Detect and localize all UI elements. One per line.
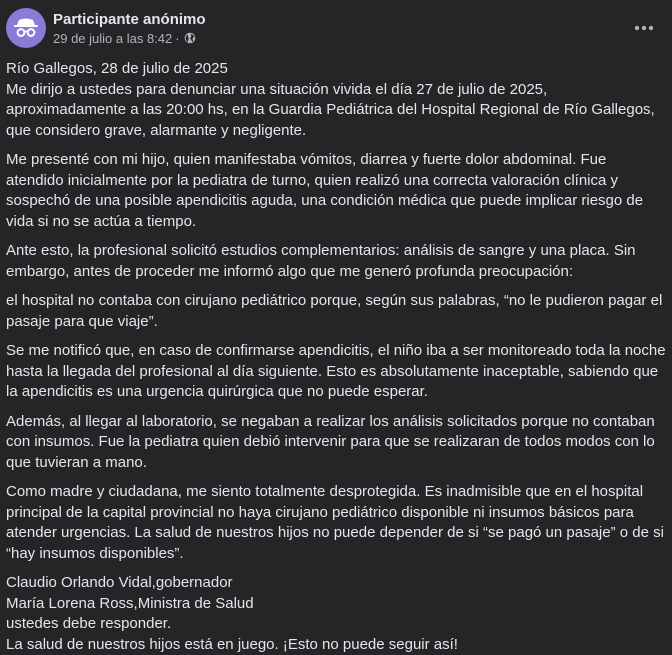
post-signature-line: ustedes debe responder. [6, 614, 666, 635]
post-signature-line: Claudio Orlando Vidal,gobernador [6, 573, 666, 594]
globe-icon[interactable] [184, 32, 196, 44]
post-paragraph-date: Río Gallegos, 28 de julio de 2025 [6, 59, 666, 80]
post-paragraph: Como madre y ciudadana, me siento totalmente desprotegida. Es inadmisible que en el hospital principal de la capital provincial no haya cirujano pediátrico disponible ni insumos básicos para atender urgencias. La salud de nuestros hijos no puede depender de si “se pagó un pasaje” o de si “hay insumos disponibles”. [6, 482, 666, 564]
author-name[interactable]: Participante anónimo [53, 10, 206, 29]
post-paragraph: el hospital no contaba con cirujano pediátrico porque, según sus palabras, “no le pudieron pagar el pasaje para que viaje”. [6, 291, 666, 332]
more-options-icon [634, 25, 654, 31]
post-timestamp[interactable]: 29 de julio a las 8:42 [53, 30, 172, 47]
incognito-icon [13, 17, 39, 39]
post-paragraph: Se me notificó que, en caso de confirmarse apendicitis, el niño iba a ser monitoreado toda la noche hasta la llegada del profesional al día siguiente. Esto es absolutamente inaceptable, sabiendo que la apendicitis es una urgencia quirúrgica que no puede esperar. [6, 341, 666, 403]
avatar[interactable] [6, 8, 46, 48]
post-paragraph: Ante esto, la profesional solicitó estudios complementarios: análisis de sangre y una placa. Sin embargo, antes de proceder me informó algo que me generó profunda preocupación: [6, 241, 666, 282]
post-paragraph: Además, al llegar al laboratorio, se negaban a realizar los análisis solicitados porque no contaban con insumos. Fue la pediatra quien debió intervenir para que se realizaran de todos modos con lo que tuvieran a mano. [6, 412, 666, 474]
post-body [6, 59, 666, 655]
post-header [6, 8, 666, 48]
post-paragraph: Me dirijo a ustedes para denunciar una situación vivida el día 27 de julio de 2025, aproximadamente a las 20:00 hs, en la Guardia Pediátrica del Hospital Regional de Río Gallegos, que considero grave, alarmante y negligente. [6, 80, 666, 142]
post-meta [53, 30, 206, 47]
more-options-button[interactable] [630, 14, 658, 42]
meta-separator: · [175, 30, 179, 47]
post-closing-line: La salud de nuestros hijos está en juego. ¡Esto no puede seguir así! [6, 635, 666, 655]
post-paragraph: Me presenté con mi hijo, quien manifestaba vómitos, diarrea y fuerte dolor abdominal. Fue atendido inicialmente por la pediatra de turno, quien realizó una correcta valoración clínica y sospechó de una posible apendicitis aguda, una condición médica que puede implicar riesgo de vida si no se actúa a tiempo. [6, 150, 666, 232]
post-signature-line: María Lorena Ross,Ministra de Salud [6, 594, 666, 615]
